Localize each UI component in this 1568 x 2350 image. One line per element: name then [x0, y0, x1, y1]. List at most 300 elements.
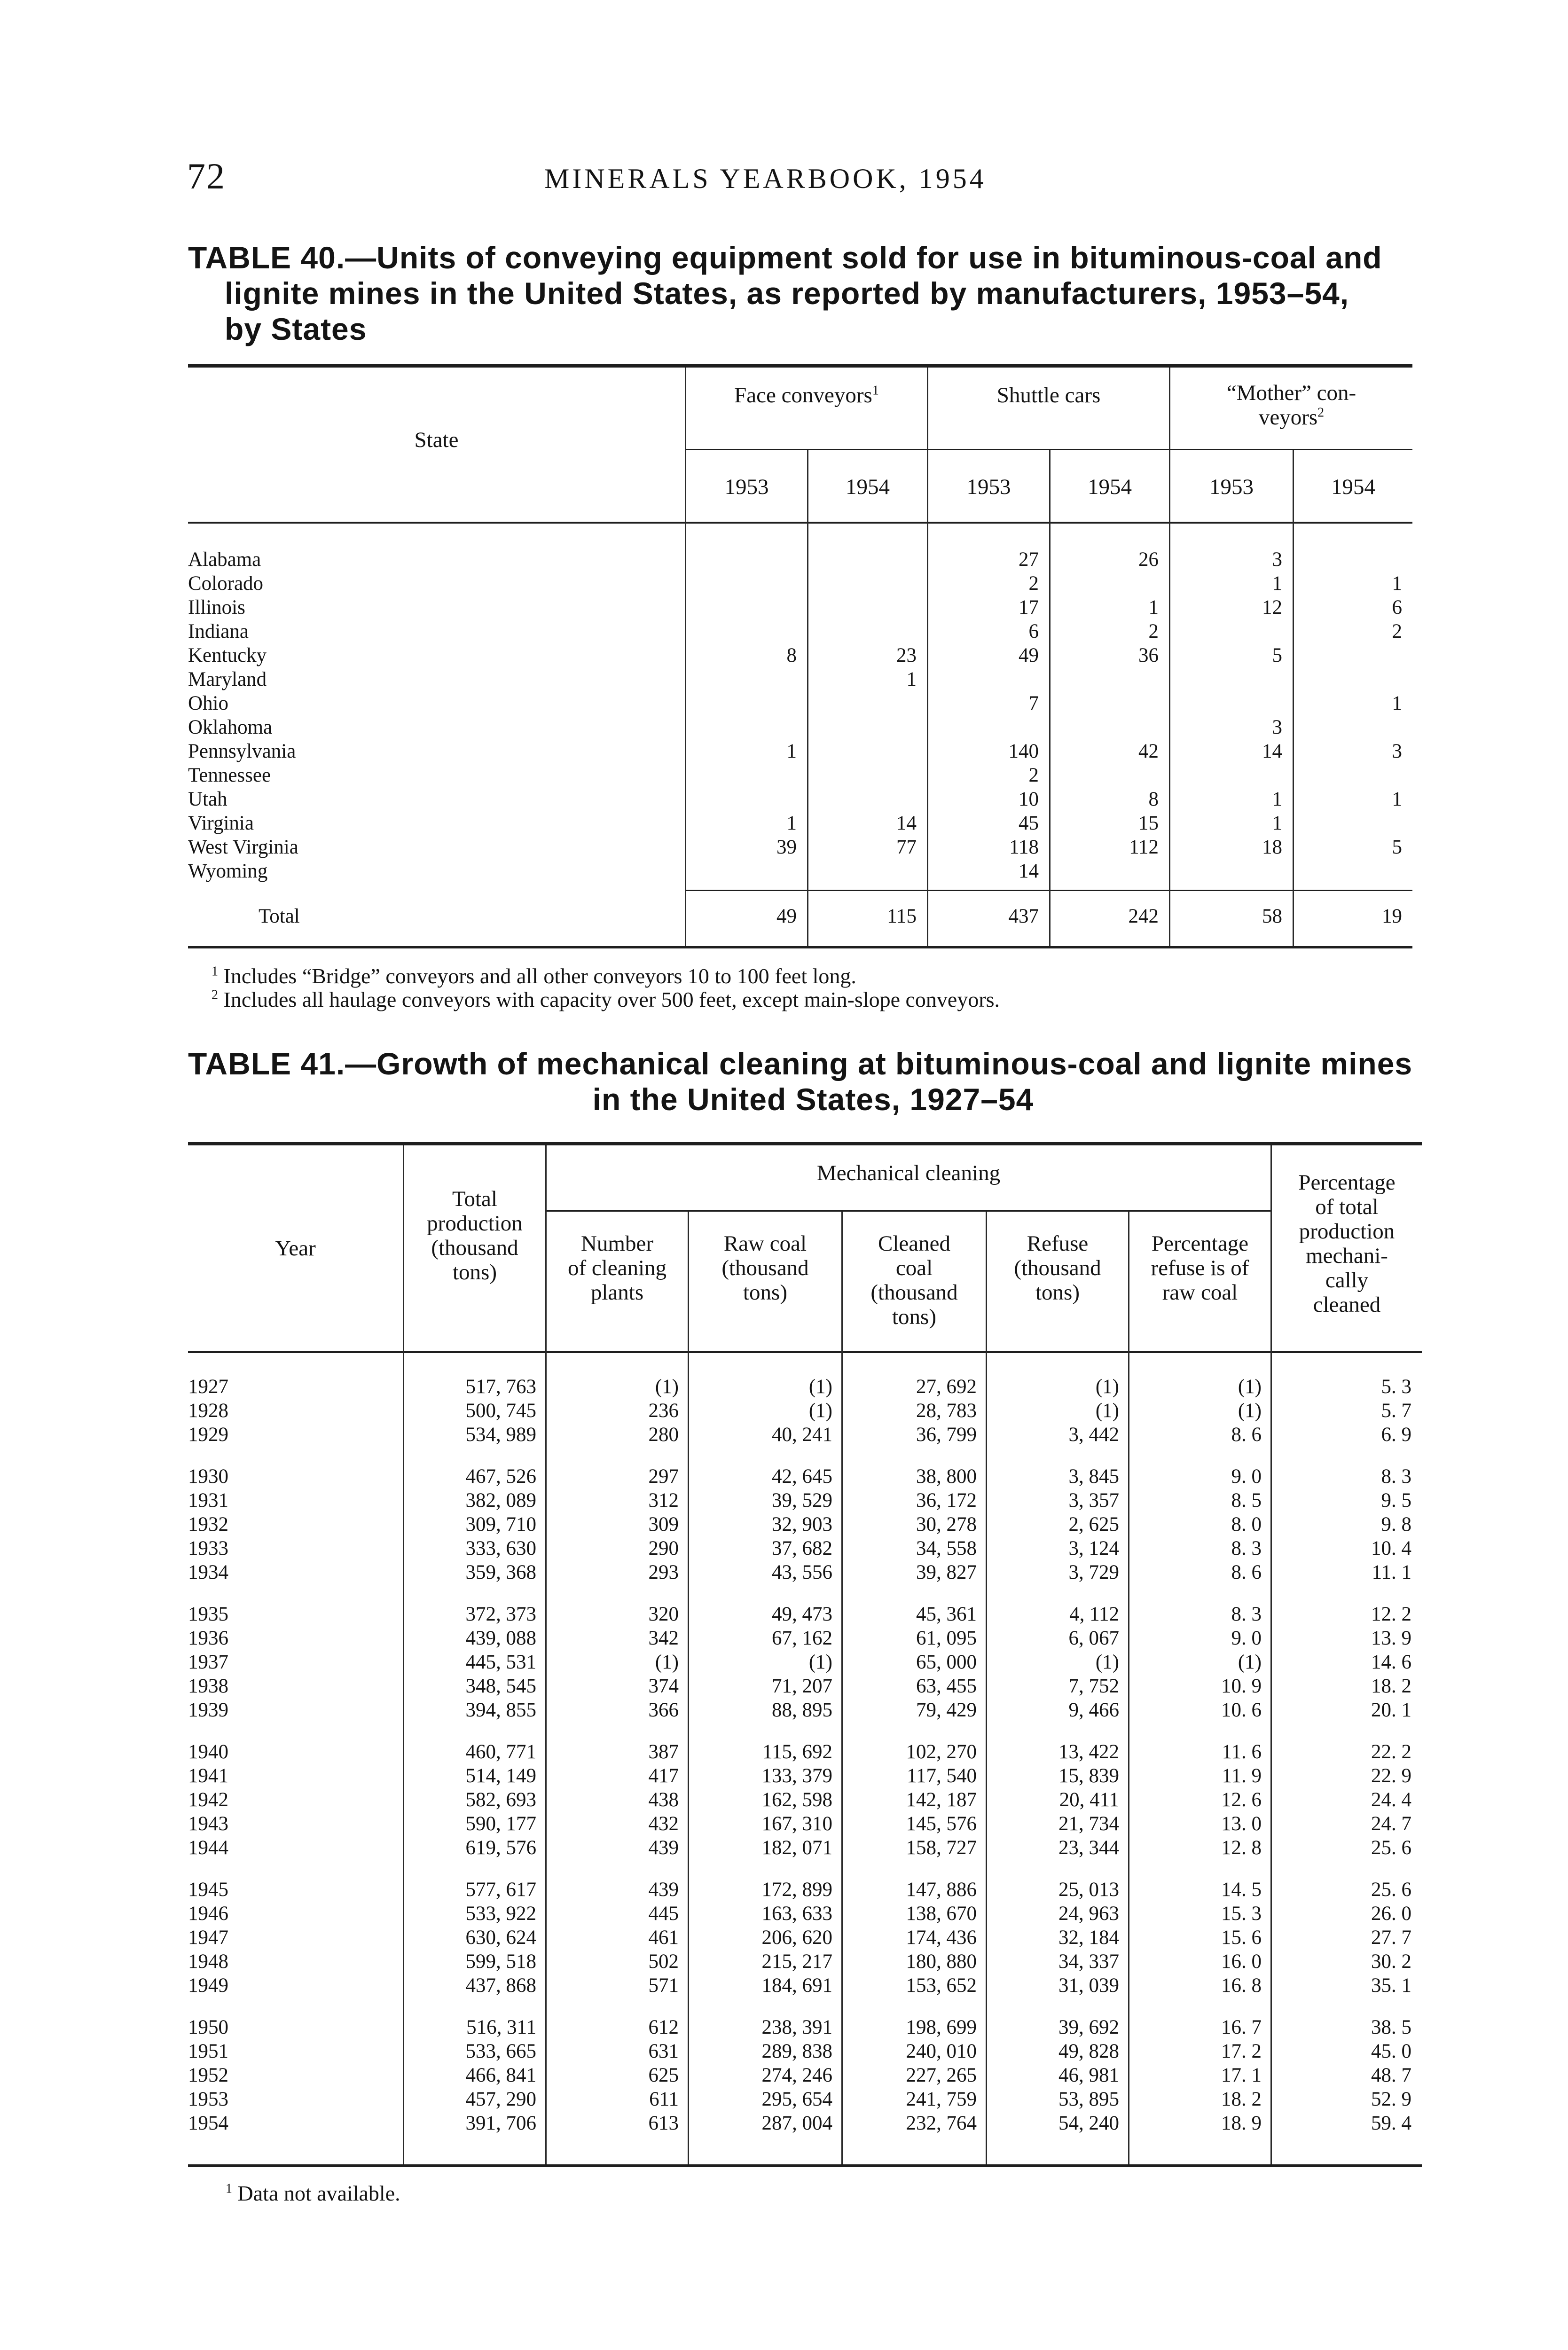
cell-value: 309 [648, 1513, 679, 1535]
table41-row [188, 1626, 1422, 1650]
cell-value: 13. 9 [1371, 1627, 1411, 1649]
state-name: Virginia [188, 812, 254, 834]
table40-top-rule [188, 364, 1412, 368]
group-spacer [188, 1860, 1422, 1878]
cell-value: 24, 963 [1058, 1903, 1119, 1925]
table40-header-bottom-rule [188, 522, 1412, 524]
cell-value: 461 [648, 1927, 679, 1949]
table40-year-header: 1954 [1331, 475, 1375, 499]
table40-row [188, 859, 1412, 883]
table40-row [188, 763, 1412, 787]
cell-value: 5 [1392, 836, 1402, 858]
cell-value: 46, 981 [1058, 2064, 1119, 2086]
cell-value: 9, 466 [1068, 1699, 1119, 1721]
cell-value: 215, 217 [761, 1950, 832, 1973]
cell-value: 37, 682 [772, 1537, 832, 1559]
cell-value: 184, 691 [761, 1974, 832, 1997]
mother-conveyors-line: “Mother” con- [1226, 381, 1356, 405]
table41-row [188, 1674, 1422, 1698]
table41-row [188, 1423, 1422, 1447]
table40-row [188, 691, 1412, 715]
cell-value: 1 [1272, 812, 1282, 834]
cell-value: 514, 149 [465, 1765, 536, 1787]
year-label: 1930 [188, 1465, 228, 1488]
cell-value: 3, 442 [1068, 1424, 1119, 1446]
header-line: Total [452, 1187, 497, 1211]
cell-value [807, 595, 927, 619]
table40-year-header: 1953 [966, 475, 1011, 499]
table40-header-shuttle-cars: Shuttle cars [996, 383, 1101, 407]
header-line: Raw coal [723, 1231, 807, 1256]
cell-value: 9. 0 [1231, 1627, 1262, 1649]
cell-value: 36 [1138, 644, 1159, 666]
cell-value: 631 [648, 2040, 679, 2062]
cell-value: 516, 311 [466, 2016, 536, 2038]
cell-value: 198, 699 [906, 2016, 977, 2038]
cell-value: 2 [1028, 764, 1039, 786]
cell-value: 15, 839 [1058, 1765, 1119, 1787]
state-name: Tennessee [188, 764, 271, 786]
table40-row [188, 595, 1412, 619]
cell-value: 67, 162 [772, 1627, 832, 1649]
cell-value: 49 [1019, 644, 1039, 666]
cell-value: 54, 240 [1058, 2112, 1119, 2134]
year-label: 1938 [188, 1675, 228, 1697]
table40-title-line: by States [225, 312, 367, 346]
cell-value [1049, 572, 1169, 595]
cell-value [807, 859, 927, 883]
cell-value: 38, 800 [916, 1465, 977, 1488]
total-value: 115 [887, 905, 917, 927]
table40-year-header: 1954 [846, 475, 890, 499]
cell-value: 42, 645 [772, 1465, 832, 1488]
cell-value: 22. 9 [1371, 1765, 1411, 1787]
cell-value [1169, 859, 1293, 883]
cell-value: 18 [1262, 836, 1282, 858]
cell-value [685, 667, 807, 691]
table41-title-line: TABLE 41.—Growth of mechanical cleaning at bituminous-coal and lignite mines [188, 1046, 1413, 1081]
header-line: mechani- [1306, 1244, 1388, 1268]
cell-value [927, 715, 1049, 739]
cell-value: 15. 6 [1221, 1927, 1262, 1949]
cell-value: 31, 039 [1058, 1974, 1119, 1997]
cell-value: 227, 265 [906, 2064, 977, 2086]
cell-value: 382, 089 [465, 1489, 536, 1512]
year-label: 1936 [188, 1627, 228, 1649]
cell-value: 88, 895 [772, 1699, 832, 1721]
cell-value: 2 [1148, 620, 1159, 642]
year-label: 1943 [188, 1813, 228, 1835]
footnote-text: Data not available. [237, 2181, 400, 2205]
cell-value: (1) [1238, 1651, 1262, 1673]
header-line: (thousand [721, 1256, 809, 1280]
cell-value: 61, 095 [916, 1627, 977, 1649]
cell-value: 14 [1019, 860, 1039, 882]
cell-value: 45 [1019, 812, 1039, 834]
cell-value: 238, 391 [761, 2016, 832, 2038]
cell-value: 23, 344 [1058, 1837, 1119, 1859]
cell-value: 22. 2 [1371, 1741, 1411, 1763]
year-label: 1927 [188, 1376, 228, 1398]
cell-value [1169, 619, 1293, 643]
cell-value: 391, 706 [465, 2112, 536, 2134]
cell-value: 6 [1392, 596, 1402, 619]
cell-value: 21, 734 [1058, 1813, 1119, 1835]
cell-value: 1 [1272, 572, 1282, 595]
cell-value: 290 [648, 1537, 679, 1559]
cell-value: 27. 7 [1371, 1927, 1411, 1949]
cell-value: 5 [1272, 644, 1282, 666]
table41-row [188, 1812, 1422, 1836]
cell-value: 12 [1262, 596, 1282, 619]
header-line: Cleaned [878, 1231, 950, 1256]
header-line: of total [1315, 1195, 1379, 1219]
table40-title [188, 240, 1438, 347]
cell-value: 49, 473 [772, 1603, 832, 1625]
cell-value: 115, 692 [762, 1741, 832, 1763]
table41-header-refuse [987, 1231, 1128, 1305]
cell-value [807, 715, 927, 739]
year-label: 1954 [188, 2112, 228, 2134]
cell-value [685, 572, 807, 595]
cell-value: 102, 270 [906, 1741, 977, 1763]
spacer-row [188, 883, 1412, 902]
table41-row [188, 1926, 1422, 1950]
spacer-cell [188, 1722, 1422, 1740]
cell-value: 34, 558 [916, 1537, 977, 1559]
cell-value: 32, 903 [772, 1513, 832, 1535]
table40-body [188, 548, 1412, 930]
header-line: production [427, 1211, 523, 1236]
cell-value: 53, 895 [1058, 2088, 1119, 2110]
cell-value: 320 [648, 1603, 679, 1625]
cell-value: 167, 310 [761, 1813, 832, 1835]
cell-value [685, 595, 807, 619]
page-header [187, 155, 1428, 212]
table41-row [188, 1375, 1422, 1399]
cell-value: 240, 010 [906, 2040, 977, 2062]
cell-value [1293, 667, 1412, 691]
table40-title-line: lignite mines in the United States, as reported by manufacturers, 1953–54, [225, 276, 1349, 311]
cell-value: 612 [648, 2016, 679, 2038]
footnote-mark: 1 [872, 383, 879, 398]
group-spacer [188, 1722, 1422, 1740]
cell-value: 13. 0 [1221, 1813, 1262, 1835]
table41-row [188, 1536, 1422, 1560]
cell-value: 180, 880 [906, 1950, 977, 1973]
cell-value: 571 [648, 1974, 679, 1997]
mother-conveyors-line-2 [1170, 405, 1412, 430]
total-value: 58 [1262, 905, 1282, 927]
cell-value: 158, 727 [906, 1837, 977, 1859]
cell-value: 3, 845 [1068, 1465, 1119, 1488]
header-line: production [1299, 1219, 1395, 1244]
header-line: (thousand [870, 1280, 958, 1305]
cell-value: 45. 0 [1371, 2040, 1411, 2062]
table41-body [188, 1375, 1422, 2135]
total-value: 242 [1128, 905, 1159, 927]
cell-value: 79, 429 [916, 1699, 977, 1721]
cell-value: 163, 633 [761, 1903, 832, 1925]
year-label: 1950 [188, 2016, 228, 2038]
cell-value: 289, 838 [761, 2040, 832, 2062]
cell-value: 77 [896, 836, 917, 858]
cell-value: 11. 9 [1222, 1765, 1262, 1787]
cell-value: 43, 556 [772, 1561, 832, 1583]
year-label: 1944 [188, 1837, 228, 1859]
table40-row [188, 548, 1412, 572]
cell-value: 625 [648, 2064, 679, 2086]
cell-value: (1) [1095, 1400, 1119, 1422]
table40-row [188, 739, 1412, 763]
cell-value: 295, 654 [761, 2088, 832, 2110]
group-spacer [188, 1998, 1422, 2015]
cell-value [685, 763, 807, 787]
cell-value: 590, 177 [465, 1813, 536, 1835]
cell-value: 366 [648, 1699, 679, 1721]
cell-value: 8 [786, 644, 797, 666]
year-label: 1946 [188, 1903, 228, 1925]
cell-value: 45, 361 [916, 1603, 977, 1625]
cell-value: 533, 665 [465, 2040, 536, 2062]
header-line: (thousand [1014, 1256, 1101, 1280]
cell-value: 11. 6 [1222, 1741, 1262, 1763]
cell-value: 394, 855 [465, 1699, 536, 1721]
cell-value: 18. 2 [1371, 1675, 1411, 1697]
cell-value [1293, 715, 1412, 739]
cell-value [685, 859, 807, 883]
cell-value [1169, 667, 1293, 691]
table40-footnote [212, 964, 856, 989]
cell-value: 1 [1392, 572, 1402, 595]
cell-value: 65, 000 [916, 1651, 977, 1673]
face-conveyors-label: Face conveyors [734, 383, 872, 407]
cell-value: 71, 207 [772, 1675, 832, 1697]
table41-header-raw-coal [689, 1231, 841, 1305]
cell-value: 16. 8 [1221, 1974, 1262, 1997]
table40-header-state: State [414, 428, 459, 452]
cell-value: (1) [1238, 1400, 1262, 1422]
cell-value: 52. 9 [1371, 2088, 1411, 2110]
table41-row [188, 2039, 1422, 2063]
table40-row [188, 619, 1412, 643]
footnote-mark: 2 [212, 987, 218, 1003]
year-label: 1948 [188, 1950, 228, 1973]
header-line: refuse is of [1151, 1256, 1249, 1280]
state-name: West Virginia [188, 836, 298, 858]
spacer-cell [188, 1447, 1422, 1465]
cell-value: 502 [648, 1950, 679, 1973]
cell-value: 8. 3 [1231, 1603, 1262, 1625]
cell-value: 20, 411 [1059, 1789, 1119, 1811]
cell-value: 39, 529 [772, 1489, 832, 1512]
cell-value: 14. 6 [1371, 1651, 1411, 1673]
table41-row [188, 1650, 1422, 1674]
cell-value: 117, 540 [907, 1765, 977, 1787]
cell-value [927, 667, 1049, 691]
cell-value: 3 [1272, 548, 1282, 571]
table41-header-pct-refuse [1129, 1231, 1270, 1305]
footnote-text: Includes “Bridge” conveyors and all other conveyors 10 to 100 feet long. [223, 964, 856, 988]
cell-value [685, 787, 807, 811]
cell-value: 8. 6 [1231, 1561, 1262, 1583]
cell-value: 2 [1028, 572, 1039, 595]
state-name: Illinois [188, 596, 245, 619]
cell-value: 445, 531 [465, 1651, 536, 1673]
cell-value: 48. 7 [1371, 2064, 1411, 2086]
cell-value: 24. 4 [1371, 1789, 1411, 1811]
cell-value: 445 [648, 1903, 679, 1925]
cell-value: 3 [1272, 716, 1282, 738]
cell-value: 457, 290 [465, 2088, 536, 2110]
table41-row [188, 1698, 1422, 1722]
cell-value [685, 619, 807, 643]
cell-value [1049, 667, 1169, 691]
table41-title [188, 1046, 1438, 1117]
cell-value: 342 [648, 1627, 679, 1649]
year-label: 1934 [188, 1561, 228, 1583]
table41-footnote [226, 2181, 400, 2206]
spacer-cell [188, 883, 1412, 902]
cell-value: 466, 841 [465, 2064, 536, 2086]
cell-value: 10. 6 [1221, 1699, 1262, 1721]
cell-value: 6, 067 [1068, 1627, 1119, 1649]
cell-value: 25. 6 [1371, 1837, 1411, 1859]
year-label: 1945 [188, 1879, 228, 1901]
table41-header-mechanical-cleaning: Mechanical cleaning [816, 1161, 1001, 1185]
table41-header-subrule [547, 1210, 1270, 1212]
year-label: 1933 [188, 1537, 228, 1559]
cell-value: 36, 799 [916, 1424, 977, 1446]
cell-value: 17. 1 [1221, 2064, 1262, 2086]
cell-value: 14 [896, 812, 917, 834]
group-spacer [188, 1584, 1422, 1602]
cell-value: 241, 759 [906, 2088, 977, 2110]
cell-value: 14 [1262, 740, 1282, 762]
table40-row [188, 835, 1412, 859]
header-line: Percentage [1151, 1231, 1249, 1256]
cell-value: 582, 693 [465, 1789, 536, 1811]
mother-conveyors-label: veyors [1258, 405, 1318, 430]
cell-value: 40, 241 [772, 1424, 832, 1446]
cell-value: 182, 071 [761, 1837, 832, 1859]
cell-value: 8. 0 [1231, 1513, 1262, 1535]
header-line: tons) [453, 1260, 497, 1285]
cell-value [1293, 859, 1412, 883]
table40-row [188, 572, 1412, 595]
state-name: Kentucky [188, 644, 267, 666]
header-line: Percentage [1298, 1170, 1396, 1195]
cell-value [807, 619, 927, 643]
cell-value: 172, 899 [761, 1879, 832, 1901]
cell-value: 36, 172 [916, 1489, 977, 1512]
cell-value: 39 [776, 836, 797, 858]
state-name: Oklahoma [188, 716, 273, 738]
table40-row [188, 787, 1412, 811]
cell-value: 9. 8 [1381, 1513, 1411, 1535]
table40-year-header: 1953 [1209, 475, 1254, 499]
cell-value [1049, 859, 1169, 883]
table41-bottom-rule [188, 2164, 1422, 2167]
cell-value: 297 [648, 1465, 679, 1488]
cell-value: 8. 5 [1231, 1489, 1262, 1512]
header-line: Refuse [1027, 1231, 1089, 1256]
cell-value: 613 [648, 2112, 679, 2134]
cell-value: 27, 692 [916, 1376, 977, 1398]
table41-row [188, 1740, 1422, 1764]
footnote-mark: 2 [1317, 405, 1325, 420]
cell-value: 10. 4 [1371, 1537, 1411, 1559]
cell-value: 10 [1019, 788, 1039, 810]
cell-value [1049, 715, 1169, 739]
cell-value: 437, 868 [465, 1974, 536, 1997]
cell-value: 26 [1138, 548, 1159, 571]
cell-value [1169, 691, 1293, 715]
cell-value: (1) [808, 1376, 832, 1398]
year-label: 1953 [188, 2088, 228, 2110]
year-label: 1928 [188, 1400, 228, 1422]
table41-header-number-plants [547, 1231, 688, 1305]
cell-value: 6 [1028, 620, 1039, 642]
table40-row [188, 643, 1412, 667]
cell-value: 16. 0 [1221, 1950, 1262, 1973]
total-label: Total [259, 905, 300, 927]
spacer-cell [188, 1998, 1422, 2015]
cell-value: 467, 526 [465, 1465, 536, 1488]
cell-value: 12. 8 [1221, 1837, 1262, 1859]
state-name: Wyoming [188, 860, 268, 882]
cell-value [1293, 763, 1412, 787]
cell-value: 28, 783 [916, 1400, 977, 1422]
table41-row [188, 1836, 1422, 1860]
cell-value: 460, 771 [465, 1741, 536, 1763]
cell-value [807, 548, 927, 572]
cell-value: 34, 337 [1058, 1950, 1119, 1973]
cell-value: 16. 7 [1221, 2016, 1262, 2038]
state-name: Maryland [188, 668, 267, 690]
table40-row [188, 667, 1412, 691]
cell-value: 142, 187 [906, 1789, 977, 1811]
cell-value: 35. 1 [1371, 1974, 1411, 1997]
cell-value: 577, 617 [465, 1879, 536, 1901]
header-line: (thousand [431, 1236, 518, 1260]
header-line: plants [590, 1280, 644, 1305]
header-line: cleaned [1313, 1292, 1381, 1317]
cell-value: 42 [1138, 740, 1159, 762]
cell-value [1049, 763, 1169, 787]
cell-value: 153, 652 [906, 1974, 977, 1997]
cell-value: 236 [648, 1400, 679, 1422]
table40-header-face-conveyors [686, 383, 927, 407]
table41-title-line: in the United States, 1927–54 [592, 1082, 1034, 1117]
cell-value: 12. 6 [1221, 1789, 1262, 1811]
cell-value: 49, 828 [1058, 2040, 1119, 2062]
cell-value: 3, 124 [1068, 1537, 1119, 1559]
header-line: tons) [1035, 1280, 1080, 1305]
cell-value: 147, 886 [906, 1879, 977, 1901]
cell-value: 2 [1392, 620, 1402, 642]
total-value: 19 [1382, 905, 1402, 927]
cell-value [1293, 643, 1412, 667]
cell-value [685, 691, 807, 715]
table40-year-header: 1954 [1088, 475, 1132, 499]
cell-value [807, 763, 927, 787]
page-number: 72 [187, 156, 226, 196]
cell-value: 1 [1148, 596, 1159, 619]
cell-value: 140 [1008, 740, 1039, 762]
total-value: 49 [776, 905, 797, 927]
table41-row [188, 2111, 1422, 2135]
